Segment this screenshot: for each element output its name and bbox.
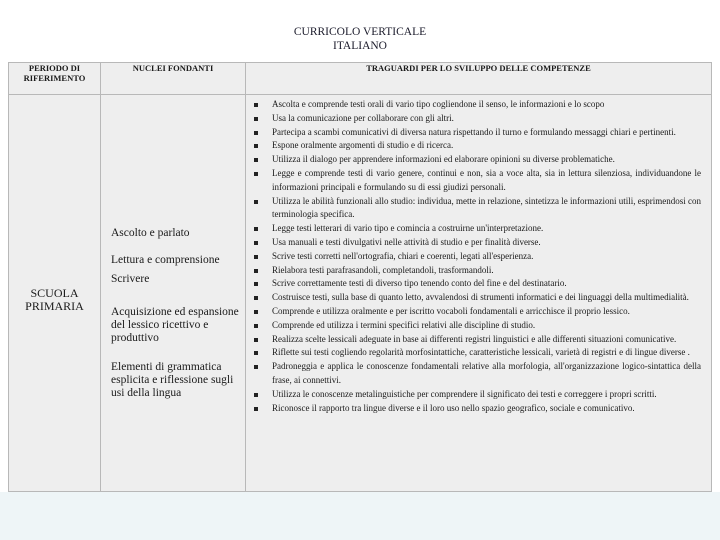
traguardo-text: Utilizza le abilità funzionali allo studio: individua, mette in relazione, sintetizza le informazioni utili, esprimendosi con terminologia specifica. (272, 195, 701, 220)
bullet-icon (254, 227, 258, 231)
bullet-icon (254, 365, 258, 369)
bullet-icon (254, 172, 258, 176)
table-row (9, 95, 712, 492)
bullet-icon (254, 269, 258, 273)
traguardo-text: Ascolta e comprende testi orali di vario tipo cogliendone il senso, le informazioni e lo scopo (272, 99, 605, 109)
nucleo-item: Elementi di grammatica esplicita e riflessione sugli usi della lingua (111, 361, 234, 399)
header-periodo: PERIODO DI RIFERIMENTO (9, 63, 101, 95)
bullet-icon (254, 351, 258, 355)
traguardo-item (254, 305, 701, 319)
traguardo-item (254, 264, 701, 278)
title-line-2: ITALIANO (332, 40, 387, 52)
bullet-icon (254, 282, 258, 286)
title-line-1: CURRICOLO VERTICALE (293, 26, 427, 38)
traguardo-text: Costruisce testi, sulla base di quanto letto, avvalendosi di strumenti informatici e dei linguaggi della multimedialità. (272, 292, 689, 303)
school-label: SCUOLA PRIMARIA (25, 286, 84, 313)
bullet-icon (254, 117, 258, 121)
traguardo-item (254, 153, 701, 167)
traguardo-text: Partecipa a scambi comunicativi di diversa natura rispettando il turno e formulando messaggi chiari e pertinenti. (272, 126, 676, 137)
traguardo-text: Espone oralmente argomenti di studio e di ricerca. (272, 140, 454, 151)
bullet-icon (254, 144, 258, 148)
bullet-icon (254, 241, 258, 245)
bullet-icon (254, 255, 258, 259)
bullet-icon (254, 103, 258, 107)
traguardo-text: Padroneggia e applica le conoscenze fondamentali relative alla morfologia, all'organizzazione logico-sintattica della frase, ai connettivi. (272, 361, 701, 385)
traguardo-item (254, 402, 701, 416)
school-cell (9, 95, 101, 492)
curriculum-table (8, 62, 712, 492)
traguardo-item (254, 112, 701, 126)
footer-band (0, 492, 720, 540)
traguardo-text: Rielabora testi parafrasandoli, completandoli, trasformandoli. (272, 264, 494, 275)
traguardo-item (254, 195, 701, 223)
traguardo-text: Utilizza le conoscenze metalinguistiche per comprendere il significato dei testi e correggere i propri scritti. (272, 388, 657, 399)
traguardo-text: Comprende e utilizza oralmente e per iscritto vocaboli fondamentali e arricchisce il proprio lessico. (272, 305, 630, 316)
traguardo-text: Usa la comunicazione per collaborare con gli altri. (272, 112, 454, 123)
bullet-icon (254, 338, 258, 342)
traguardo-text: Legge e comprende testi di vario genere, continui e non, sia a voce alta, sia in lettura silenziosa, individuandone le informazioni principali e formulando su di essi giudizi personali. (272, 167, 701, 192)
header-nuclei: NUCLEI FONDANTI (101, 63, 246, 95)
traguardo-item (254, 277, 701, 291)
traguardo-item (254, 250, 701, 264)
bullet-icon (254, 310, 258, 314)
bullet-icon (254, 131, 258, 135)
bullet-icon (254, 407, 258, 411)
traguardo-text: Usa manuali e testi divulgativi nelle attività di studio e per finalità diverse. (272, 236, 541, 247)
traguardo-item (254, 126, 701, 140)
traguardo-item (254, 291, 701, 305)
traguardo-item (254, 333, 701, 347)
bullet-icon (254, 158, 258, 162)
traguardo-item (254, 222, 701, 236)
bullet-icon (254, 200, 258, 204)
nucleo-item: Acquisizione ed espansione del lessico ricettivo e produttivo (111, 306, 239, 344)
nucleo-item: Ascolto e parlato (111, 227, 190, 239)
bullet-icon (254, 296, 258, 300)
nucleo-item: Scrivere (111, 273, 150, 285)
bullet-icon (254, 393, 258, 397)
traguardo-text: Scrive testi corretti nell'ortografia, chiari e coerenti, legati all'esperienza. (272, 250, 534, 261)
traguardi-list (246, 95, 711, 415)
traguardo-item (254, 139, 701, 153)
traguardo-item (254, 388, 701, 402)
bullet-icon (254, 324, 258, 328)
header-traguardi: TRAGUARDI PER LO SVILUPPO DELLE COMPETENZE (246, 63, 712, 95)
traguardo-text: Scrive correttamente testi di diverso tipo tenendo conto del fine e del destinatario. (272, 278, 567, 289)
traguardo-text: Legge testi letterari di vario tipo e comincia a costruirne un'interpretazione. (272, 223, 544, 234)
traguardo-item (254, 360, 701, 388)
traguardo-item (254, 167, 701, 195)
document-title (0, 25, 720, 53)
traguardo-text: Comprende ed utilizza i termini specifici relativi alle discipline di studio. (272, 319, 536, 330)
traguardo-text: Riconosce il rapporto tra lingue diverse e il loro uso nello spazio geografico, sociale e comunicativo. (272, 402, 635, 413)
traguardo-text: Utilizza il dialogo per apprendere informazioni ed elaborare opinioni su diverse problematiche. (272, 154, 615, 165)
nucleo-item: Lettura e comprensione (111, 254, 220, 266)
traguardi-cell (246, 95, 712, 492)
table-header-row (9, 63, 712, 95)
traguardo-text: Realizza scelte lessicali adeguate in base ai differenti registri linguistici e alle differenti situazioni comunicative. (272, 333, 677, 344)
traguardo-item (254, 346, 701, 360)
traguardo-item (254, 236, 701, 250)
nuclei-cell (101, 95, 246, 492)
traguardo-item (254, 319, 701, 333)
traguardo-text: Riflette sui testi cogliendo regolarità morfosintattiche, caratteristiche lessicali, varietà di registri e di lingue diverse . (272, 347, 690, 358)
traguardo-item (254, 98, 701, 112)
